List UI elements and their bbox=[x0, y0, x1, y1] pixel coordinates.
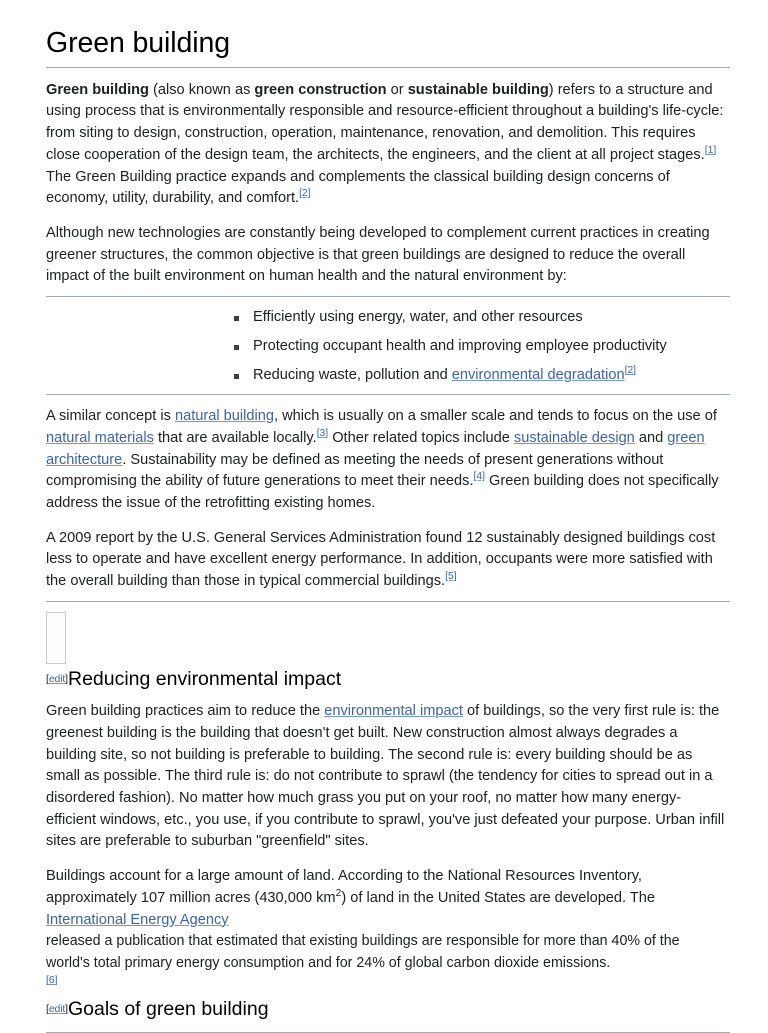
sc-text-4: Other related topics include bbox=[328, 429, 514, 446]
intro-text-4: The Green Building practice expands and complements the classical building design concerns of economy, utility, durability, and comfort. bbox=[46, 168, 670, 207]
link-natural-materials[interactable]: natural materials bbox=[46, 429, 154, 446]
reducing-paragraph-2 bbox=[46, 866, 730, 996]
link-international-energy-agency[interactable]: International Energy Agency bbox=[46, 911, 229, 928]
sc-text-3: that are available locally. bbox=[153, 429, 317, 446]
red-text-2: of buildings, so the very first rule is: the greenest building is the building that doesn't get built. New construction almost always degrades a building site, so not building is preferable to building. The second rule is: every building should be as small as possible. The third rule is: do not contribute to sprawl (the tendency for cities to spread out in a disordered fashion). No matter how much grass you put on your roof, no matter how many energy-efficient windows, etc., you use, if you contribute to sprawl, you've just defeated your purpose. Urban infill sites are preferable to suburban "greenfield" sites. bbox=[46, 703, 725, 850]
sc-text-1: A similar concept is bbox=[46, 408, 175, 425]
sc-text-5: and bbox=[634, 429, 668, 446]
reference-link-3[interactable]: [3] bbox=[316, 428, 329, 440]
list-item bbox=[222, 307, 730, 329]
edit-section-link[interactable]: edit bbox=[48, 1003, 66, 1016]
edit-section-link[interactable]: edit bbox=[48, 672, 66, 685]
reference-link-6[interactable]: [6] bbox=[46, 974, 58, 986]
sc-text-6: . Sustainability may be defined as meeting the needs of present generations without compromising the ability of future generations to meet their needs. bbox=[46, 451, 664, 490]
intro-text-1: (also known as bbox=[148, 81, 255, 98]
broken-image-placeholder bbox=[46, 612, 66, 664]
intro-paragraph-2: Although new technologies are constantly being developed to complement current practices in creating greener structures, the common objective is that green buildings are designed to reduce the overall impact of the built environment on human health and the natural environment by: bbox=[46, 224, 710, 285]
reference-link-2[interactable]: [2] bbox=[299, 188, 311, 200]
list-item bbox=[222, 336, 730, 358]
article-content bbox=[46, 74, 730, 1033]
intro-text-3: ) refers to a structure and using process that is environmentally responsible and resource-efficient throughout a building's life-cycle: from siting to design, construction, operation, maintenance, renovation, and demolition. This requires close cooperation of the design team, the architects, the engineers, and the client at all project stages. bbox=[46, 81, 724, 163]
link-environmental-degradation[interactable]: environmental degradation bbox=[451, 366, 625, 383]
reference-link-5[interactable]: [5] bbox=[445, 571, 457, 583]
reference-link-4[interactable]: [4] bbox=[473, 471, 485, 483]
link-environmental-impact[interactable]: environmental impact bbox=[324, 703, 463, 720]
bullet-text: Reducing waste, pollution and bbox=[253, 366, 452, 383]
reference-link-1[interactable]: [1] bbox=[704, 145, 717, 157]
edit-bracket-close: ] bbox=[65, 672, 68, 685]
divider-after-bullets bbox=[46, 394, 730, 395]
land-text-2: ) of land in the United States are developed. The bbox=[341, 889, 656, 906]
edit-bracket-open: [ bbox=[46, 1003, 49, 1016]
gsa-text: A 2009 report by the U.S. General Services Administration found 12 sustainably designed buildings cost less to operate and have excellent energy performance. In addition, occupants were more satisfied with the overall building than those in typical commercial buildings. bbox=[46, 529, 716, 590]
sc-text-2: , which is usually on a smaller scale and tends to focus on the use of bbox=[273, 408, 717, 425]
land-text-1: Buildings account for a large amount of land. According to the National Resources Inventory, approximately 107 million acres (430,000 km bbox=[46, 868, 642, 906]
land-text-3: released a publication that estimated that existing buildings are responsible for more than 40% of the world's total primary energy consumption and for 24% of global carbon dioxide emissions. bbox=[46, 933, 680, 971]
section-heading-text: Reducing environmental impact bbox=[67, 667, 342, 690]
red-text-1: Green building practices aim to reduce the bbox=[46, 703, 325, 720]
superscript-square-unit: 2 bbox=[335, 887, 342, 899]
gsa-report-paragraph bbox=[46, 528, 730, 593]
term-green-construction: green construction bbox=[254, 81, 387, 98]
bullet-text: Efficiently using energy, water, and other resources bbox=[253, 309, 583, 326]
link-sustainable-design[interactable]: sustainable design bbox=[513, 429, 635, 446]
link-green-architecture[interactable]: green architecture bbox=[46, 429, 705, 468]
edit-bracket-close: ] bbox=[65, 1003, 68, 1016]
link-natural-building[interactable]: natural building bbox=[174, 408, 274, 425]
page-title: Green building bbox=[46, 26, 730, 68]
goals-bullet-list bbox=[46, 307, 730, 386]
intro-paragraph-1 bbox=[46, 80, 730, 210]
similar-concept-paragraph bbox=[46, 406, 730, 515]
section-heading-reducing-environmental-impact bbox=[46, 668, 730, 691]
list-item bbox=[222, 365, 730, 387]
section-heading-text: Goals of green building bbox=[67, 998, 269, 1021]
reducing-paragraph-1 bbox=[46, 701, 730, 853]
sc-text-7: Green building does not specifically address the issue of the retrofitting existing homes. bbox=[46, 473, 719, 512]
section-heading-goals-of-green-building bbox=[46, 998, 730, 1021]
intro-text-2: or bbox=[386, 81, 408, 98]
reference-link-2b[interactable]: [2] bbox=[624, 364, 637, 376]
divider-after-gsa bbox=[46, 601, 730, 602]
divider-after-intro bbox=[46, 296, 730, 297]
bullet-text: Protecting occupant health and improving employee productivity bbox=[253, 337, 667, 354]
term-green-building: Green building bbox=[46, 81, 149, 98]
term-sustainable-building: sustainable building bbox=[407, 81, 549, 98]
edit-bracket-open: [ bbox=[46, 672, 49, 685]
